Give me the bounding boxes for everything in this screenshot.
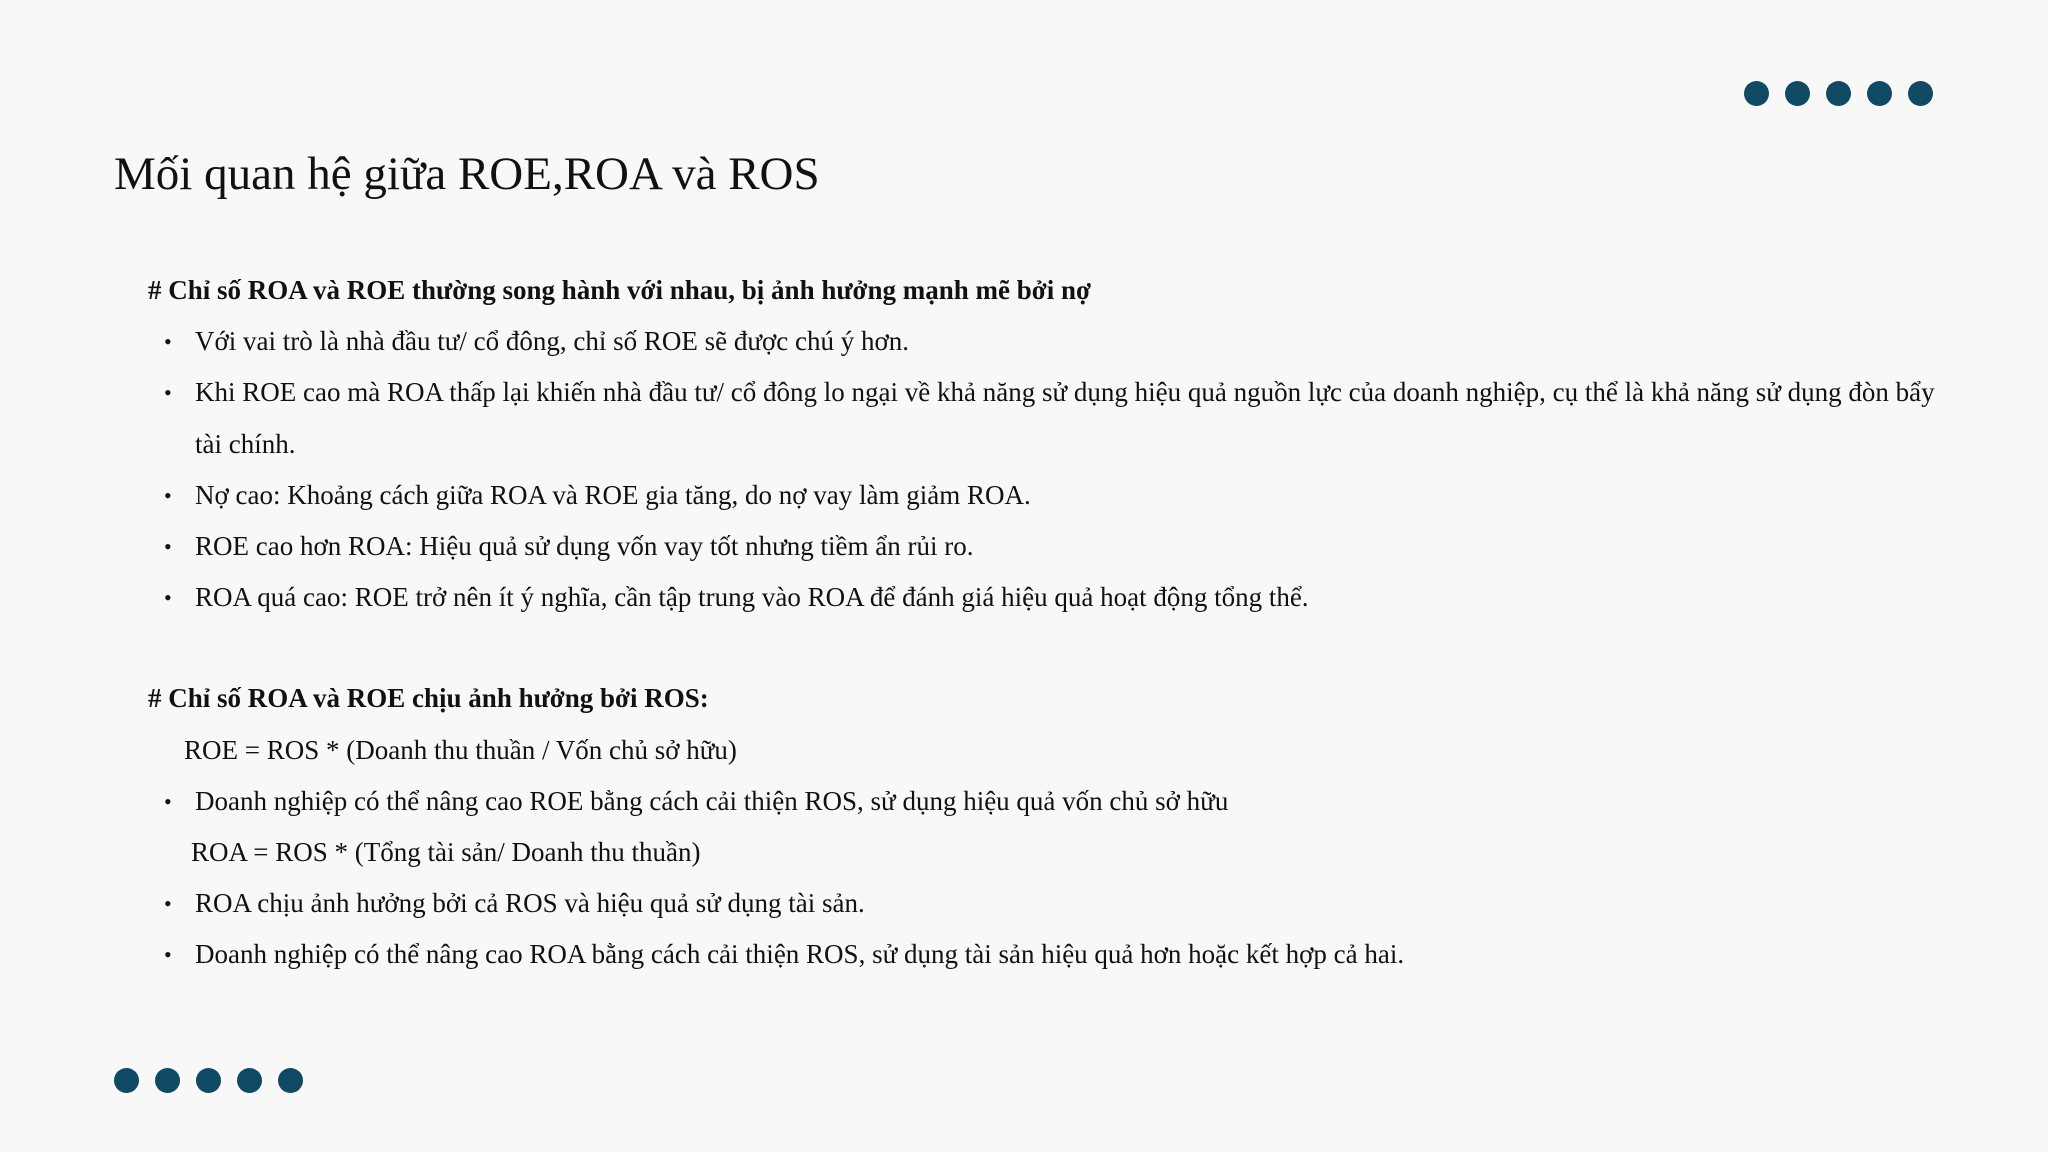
bullet-item: • ROA chịu ảnh hưởng bởi cả ROS và hiệu quả sử dụng tài sản.	[148, 878, 1938, 929]
bullet-item: • Nợ cao: Khoảng cách giữa ROA và ROE gia tăng, do nợ vay làm giảm ROA.	[148, 470, 1938, 521]
bullet-item: • Với vai trò là nhà đầu tư/ cổ đông, chỉ số ROE sẽ được chú ý hơn.	[148, 316, 1938, 367]
bullet-icon: •	[164, 788, 172, 814]
section-heading-ros: # Chỉ số ROA và ROE chịu ảnh hưởng bởi ROS:	[148, 683, 709, 714]
dot-icon	[196, 1068, 221, 1093]
slide-title: Mối quan hệ giữa ROE,ROA và ROS	[114, 148, 820, 200]
dot-icon	[237, 1068, 262, 1093]
bullet-icon: •	[164, 380, 172, 406]
bullet-list-roa	[148, 878, 1938, 980]
bullet-item: • Doanh nghiệp có thể nâng cao ROA bằng cách cải thiện ROS, sử dụng tài sản hiệu quả hơn hoặc kết hợp cả hai.	[148, 929, 1938, 980]
bullet-list-debt	[148, 316, 1938, 623]
bullet-icon: •	[164, 585, 172, 611]
dot-icon	[1908, 81, 1933, 106]
formula-roe: ROE = ROS * (Doanh thu thuần / Vốn chủ sở hữu)	[184, 734, 737, 765]
dot-icon	[155, 1068, 180, 1093]
dot-icon	[1826, 81, 1851, 106]
bullet-item: • ROA quá cao: ROE trở nên ít ý nghĩa, cần tập trung vào ROA để đánh giá hiệu quả hoạt động tổng thể.	[148, 572, 1938, 623]
bullet-item: • ROE cao hơn ROA: Hiệu quả sử dụng vốn vay tốt nhưng tiềm ẩn rủi ro.	[148, 521, 1938, 572]
bullet-icon: •	[164, 942, 172, 968]
decorative-dots-bottom	[114, 1068, 303, 1093]
dot-icon	[1867, 81, 1892, 106]
bullet-list-roe	[148, 776, 1938, 827]
dot-icon	[1744, 81, 1769, 106]
dot-icon	[278, 1068, 303, 1093]
slide-content	[148, 265, 1938, 981]
bullet-icon: •	[164, 891, 172, 917]
formula-roa: ROA = ROS * (Tổng tài sản/ Doanh thu thuần)	[191, 837, 701, 868]
decorative-dots-top	[1744, 81, 1933, 106]
bullet-icon: •	[164, 534, 172, 560]
dot-icon	[1785, 81, 1810, 106]
bullet-item: • Khi ROE cao mà ROA thấp lại khiến nhà đầu tư/ cổ đông lo ngại về khả năng sử dụng hiệu quả nguồn lực của doanh nghiệp, cụ thể là khả năng sử dụng đòn bẩy tài chính.	[148, 367, 1938, 469]
bullet-item: • Doanh nghiệp có thể nâng cao ROE bằng cách cải thiện ROS, sử dụng hiệu quả vốn chủ sở hữu	[148, 776, 1938, 827]
dot-icon	[114, 1068, 139, 1093]
section-spacer	[148, 623, 1938, 673]
bullet-icon: •	[164, 482, 172, 508]
bullet-icon: •	[164, 329, 172, 355]
section-heading-debt: # Chỉ số ROA và ROE thường song hành với nhau, bị ảnh hưởng mạnh mẽ bởi nợ	[148, 275, 1091, 305]
